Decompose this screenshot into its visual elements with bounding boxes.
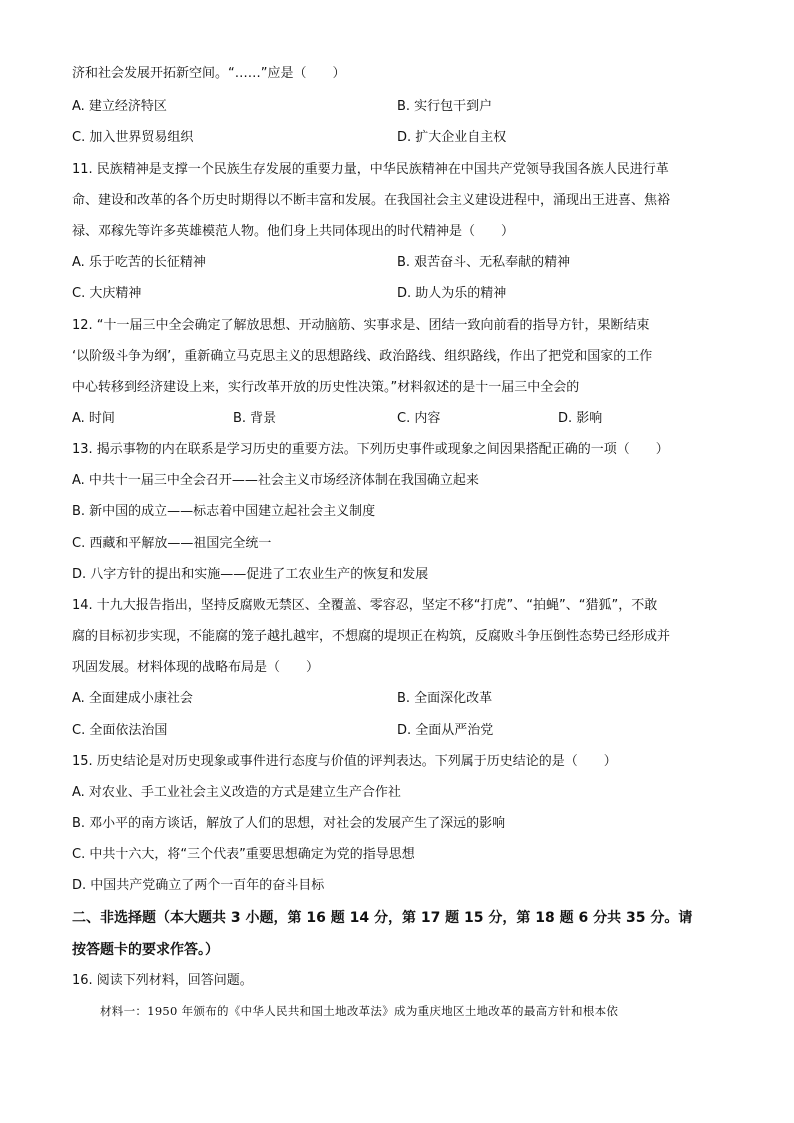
q12-option-a: A. 时间 xyxy=(72,411,115,426)
q14-option-b: B. 全面深化改革 xyxy=(397,691,493,706)
q14-stem-line-3: 巩固发展。材料体现的战略布局是（ ） xyxy=(72,660,320,675)
q10-stem-tail: 济和社会发展开拓新空间。“……”应是（ ） xyxy=(72,66,346,81)
q13-stem: 13. 揭示事物的内在联系是学习历史的重要方法。下列历史事件或现象之间因果搭配正确的一项（ ） xyxy=(72,442,669,457)
q14-stem-line-1: 14. 十九大报告指出，坚持反腐败无禁区、全覆盖、零容忍，坚定不移“打虎”、“拍蝇”、“猎狐”，不敢 xyxy=(72,598,658,613)
q15-option-a: A. 对农业、手工业社会主义改造的方式是建立生产合作社 xyxy=(72,785,401,800)
q12-option-b: B. 背景 xyxy=(233,411,277,426)
q12-option-d: D. 影响 xyxy=(558,411,603,426)
q15-option-c: C. 中共十六大，将“三个代表”重要思想确定为党的指导思想 xyxy=(72,847,415,862)
q16-stem: 16. 阅读下列材料，回答问题。 xyxy=(72,973,253,988)
q12-option-c: C. 内容 xyxy=(397,411,441,426)
q13-option-a: A. 中共十一届三中全会召开——社会主义市场经济体制在我国确立起来 xyxy=(72,473,479,488)
q11-stem-line-1: 11. 民族精神是支撑一个民族生存发展的重要力量，中华民族精神在中国共产党领导我国各族人民进行革 xyxy=(72,162,669,177)
section-2-heading-line-1: 二、非选择题（本大题共 3 小题，第 16 题 14 分，第 17 题 15 分，第 18 题 6 分共 35 分。请 xyxy=(72,910,693,926)
q15-option-b: B. 邓小平的南方谈话，解放了人们的思想，对社会的发展产生了深远的影响 xyxy=(72,816,506,831)
q11-option-a: A. 乐于吃苦的长征精神 xyxy=(72,255,206,270)
q10-option-b: B. 实行包干到户 xyxy=(397,99,493,114)
q11-option-b: B. 艰苦奋斗、无私奉献的精神 xyxy=(397,255,571,270)
q10-option-c: C. 加入世界贸易组织 xyxy=(72,130,194,145)
q14-option-c: C. 全面依法治国 xyxy=(72,723,168,738)
section-2-heading-line-2: 按答题卡的要求作答。） xyxy=(72,942,219,958)
q12-stem-line-1: 12. “十一届三中全会确定了解放思想、开动脑筋、实事求是、团结一致向前看的指导方针，果断结束 xyxy=(72,318,650,333)
q12-stem-line-3: 中心转移到经济建设上来，实行改革开放的历史性决策。”材料叙述的是十一届三中全会的 xyxy=(72,380,580,395)
q13-option-b: B. 新中国的成立——标志着中国建立起社会主义制度 xyxy=(72,504,376,519)
q15-option-d: D. 中国共产党确立了两个一百年的奋斗目标 xyxy=(72,878,325,893)
q14-option-a: A. 全面建成小康社会 xyxy=(72,691,193,706)
q10-option-d: D. 扩大企业自主权 xyxy=(397,130,507,145)
q14-stem-line-2: 腐的目标初步实现，不能腐的笼子越扎越牢，不想腐的堤坝正在构筑，反腐败斗争压倒性态势已经形成并 xyxy=(72,629,671,644)
q15-stem: 15. 历史结论是对历史现象或事件进行态度与价值的评判表达。下列属于历史结论的是（ ） xyxy=(72,754,617,769)
q16-material-1: 材料一：1950 年颁布的《中华人民共和国土地改革法》成为重庆地区土地改革的最高方针和根本依 xyxy=(100,1004,619,1018)
q14-option-d: D. 全面从严治党 xyxy=(397,723,494,738)
q11-stem-line-2: 命、建设和改革的各个历史时期得以不断丰富和发展。在我国社会主义建设进程中，涌现出王进喜、焦裕 xyxy=(72,193,671,208)
q12-stem-line-2: ‘以阶级斗争为纲’，重新确立马克思主义的思想路线、政治路线、组织路线，作出了把党和国家的工作 xyxy=(72,349,653,364)
q11-stem-line-3: 禄、邓稼先等许多英雄模范人物。他们身上共同体现出的时代精神是（ ） xyxy=(72,224,515,239)
q13-option-c: C. 西藏和平解放——祖国完全统一 xyxy=(72,536,272,551)
q11-option-c: C. 大庆精神 xyxy=(72,286,142,301)
q10-option-a: A. 建立经济特区 xyxy=(72,99,167,114)
q11-option-d: D. 助人为乐的精神 xyxy=(397,286,507,301)
q13-option-d: D. 八字方针的提出和实施——促进了工农业生产的恢复和发展 xyxy=(72,567,429,582)
